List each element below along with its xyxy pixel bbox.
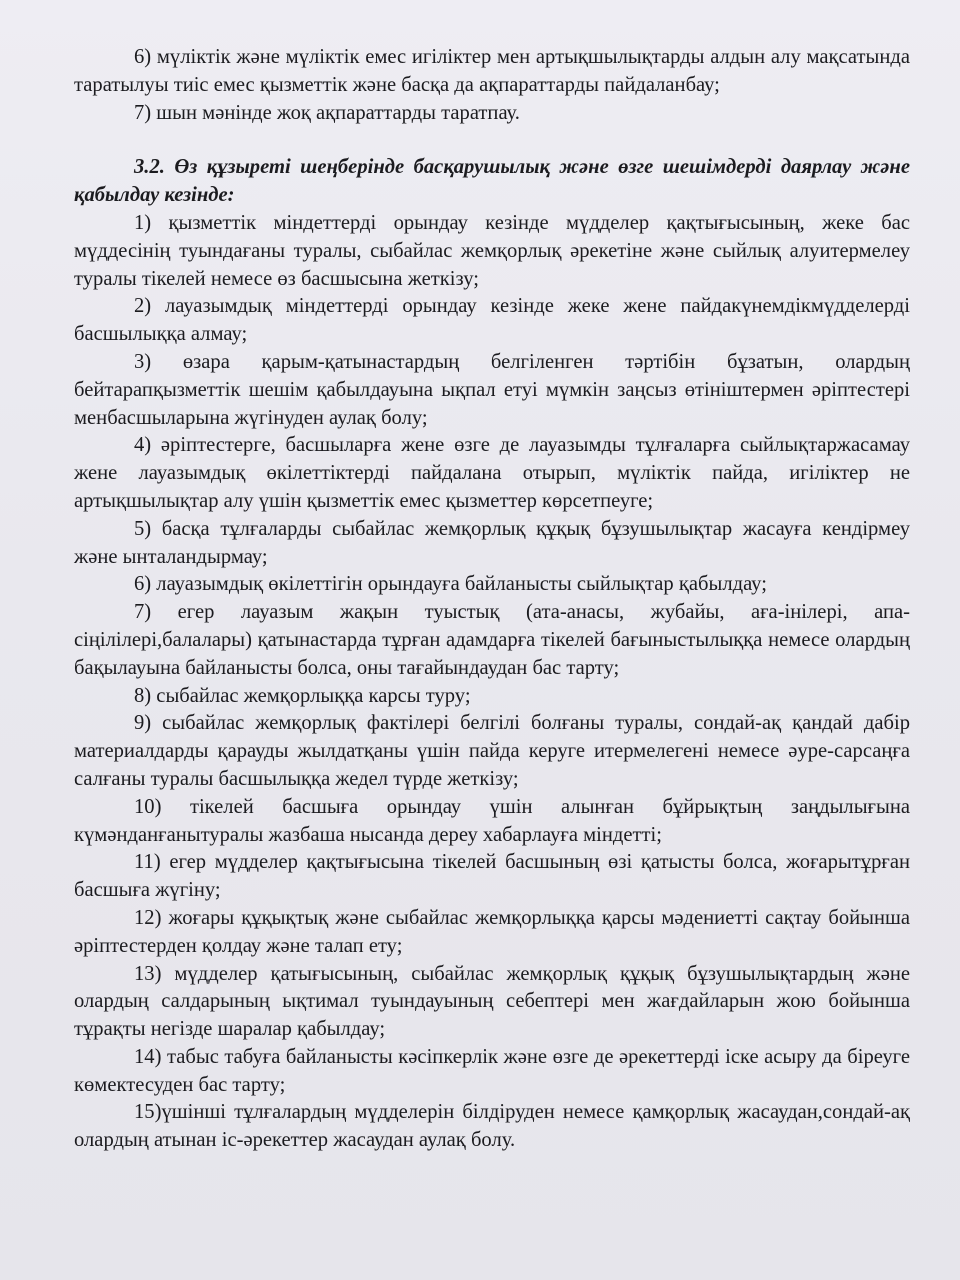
- list-item: 15)үшінші тұлғалардың мүдделерін білдіруден немесе қамқорлық жасаудан,сондай-ақ олардың атынан іс-әрекеттер жасаудан аулақ болу.: [74, 1101, 910, 1152]
- list-item: 3) өзара қарым-қатынастардың белгіленген тәртібін бұзатын, олардың бейтарапқызметтік шешім қабылдауына ықпал етуі мүмкін заңсыз өтініштермен әріптестері менбасшыларына жүгінуден аулақ болу;: [74, 350, 910, 429]
- list-item: 5) басқа тұлғаларды сыбайлас жемқорлық құқық бұзушылықтар жасауға кендірмеу және ынталандырмау;: [74, 517, 910, 568]
- top-item-6: 6) мүліктік және мүліктік емес игіліктер мен артықшылықтарды алдын алу мақсатында таратылуы тиіс емес қызметтік және басқа да ақпараттарды пайдаланбау;: [74, 46, 910, 96]
- paragraph-gap: [74, 127, 910, 154]
- list-item: 14) табыс табуға байланысты кәсіпкерлік және өзге де әрекеттерді іске асыру да біреуге көмектесуден бас тарту;: [74, 1045, 910, 1096]
- top-item-7: 7) шын мәнінде жоқ ақпараттарды таратпау.: [134, 101, 520, 124]
- section-heading: 3.2. Өз құзыреті шеңберінде басқарушылық және өзге шешімдерді даярлау және қабылдау кезінде:: [74, 156, 910, 207]
- list-item: 11) егер мүдделер қақтығысына тікелей басшының өзі қатысты болса, жоғарытұрған басшыға жүгіну;: [74, 851, 910, 902]
- list-item: 13) мүдделер қатығысының, сыбайлас жемқорлық құқық бұзушылықтардың және олардың салдарының ықтимал туындауының себептері мен жағдайларын жою бойынша тұрақты негізде шаралар қабылдау;: [74, 962, 910, 1041]
- list-item: 10) тікелей басшыға орындау үшін алынған бұйрықтың заңдылығына күмәнданғанытуралы жазбаша нысанда дереу хабарлауға міндетті;: [74, 795, 910, 846]
- list-item: 1) қызметтік міндеттерді орындау кезінде мүдделер қақтығысының, жеке бас мүддесінің туындағаны туралы, сыбайлас жемқорлық әрекетіне және сыйлық алуитермелеу туралы тікелей немесе өз басшысына жеткізу;: [74, 211, 910, 290]
- list-item: 9) сыбайлас жемқорлық фактілері белгілі болғаны туралы, сондай-ақ қандай дабір материалдарды қарауды жылдатқаны үшін пайда керуге итермелегені немесе әуре-сарсаңға салғаны туралы басшылыққа жедел түрде жеткізу;: [74, 712, 910, 790]
- list-item: 6) лауазымдық өкілеттігін орындауға байланысты сыйлықтар қабылдау;: [134, 573, 767, 596]
- list-item: 7) егер лауазым жақын туыстық (ата-анасы, жубайы, аға-інілері, апа-сіңілілері,балалары) қатынастарда тұрған адамдарға тікелей бағыныстылыққа немесе олардың бақылауына байланысты болса, оны тағайындаудан бас тарту;: [74, 601, 910, 679]
- list-item: 12) жоғары құқықтық және сыбайлас жемқорлыққа қарсы мәдениетті сақтау бойынша әріптестерден қолдау және талап ету;: [74, 906, 910, 957]
- list-item: 4) әріптестерге, басшыларға жене өзге де лауазымды тұлғаларға сыйлықтаржасамау жене лауазымдық өкілеттіктерді пайдалана отырып, мүліктік пайда, игіліктер не артықшылықтар алу үшін қызметтік емес қызметтер көрсетпеуге;: [74, 434, 910, 512]
- list-item: 2) лауазымдық міндеттерді орындау кезінде жеке жене пайдакүнемдікмүдделерді басшылыққа алмау;: [74, 295, 910, 346]
- list-item: 8) сыбайлас жемқорлыққа карсы туру;: [134, 684, 471, 707]
